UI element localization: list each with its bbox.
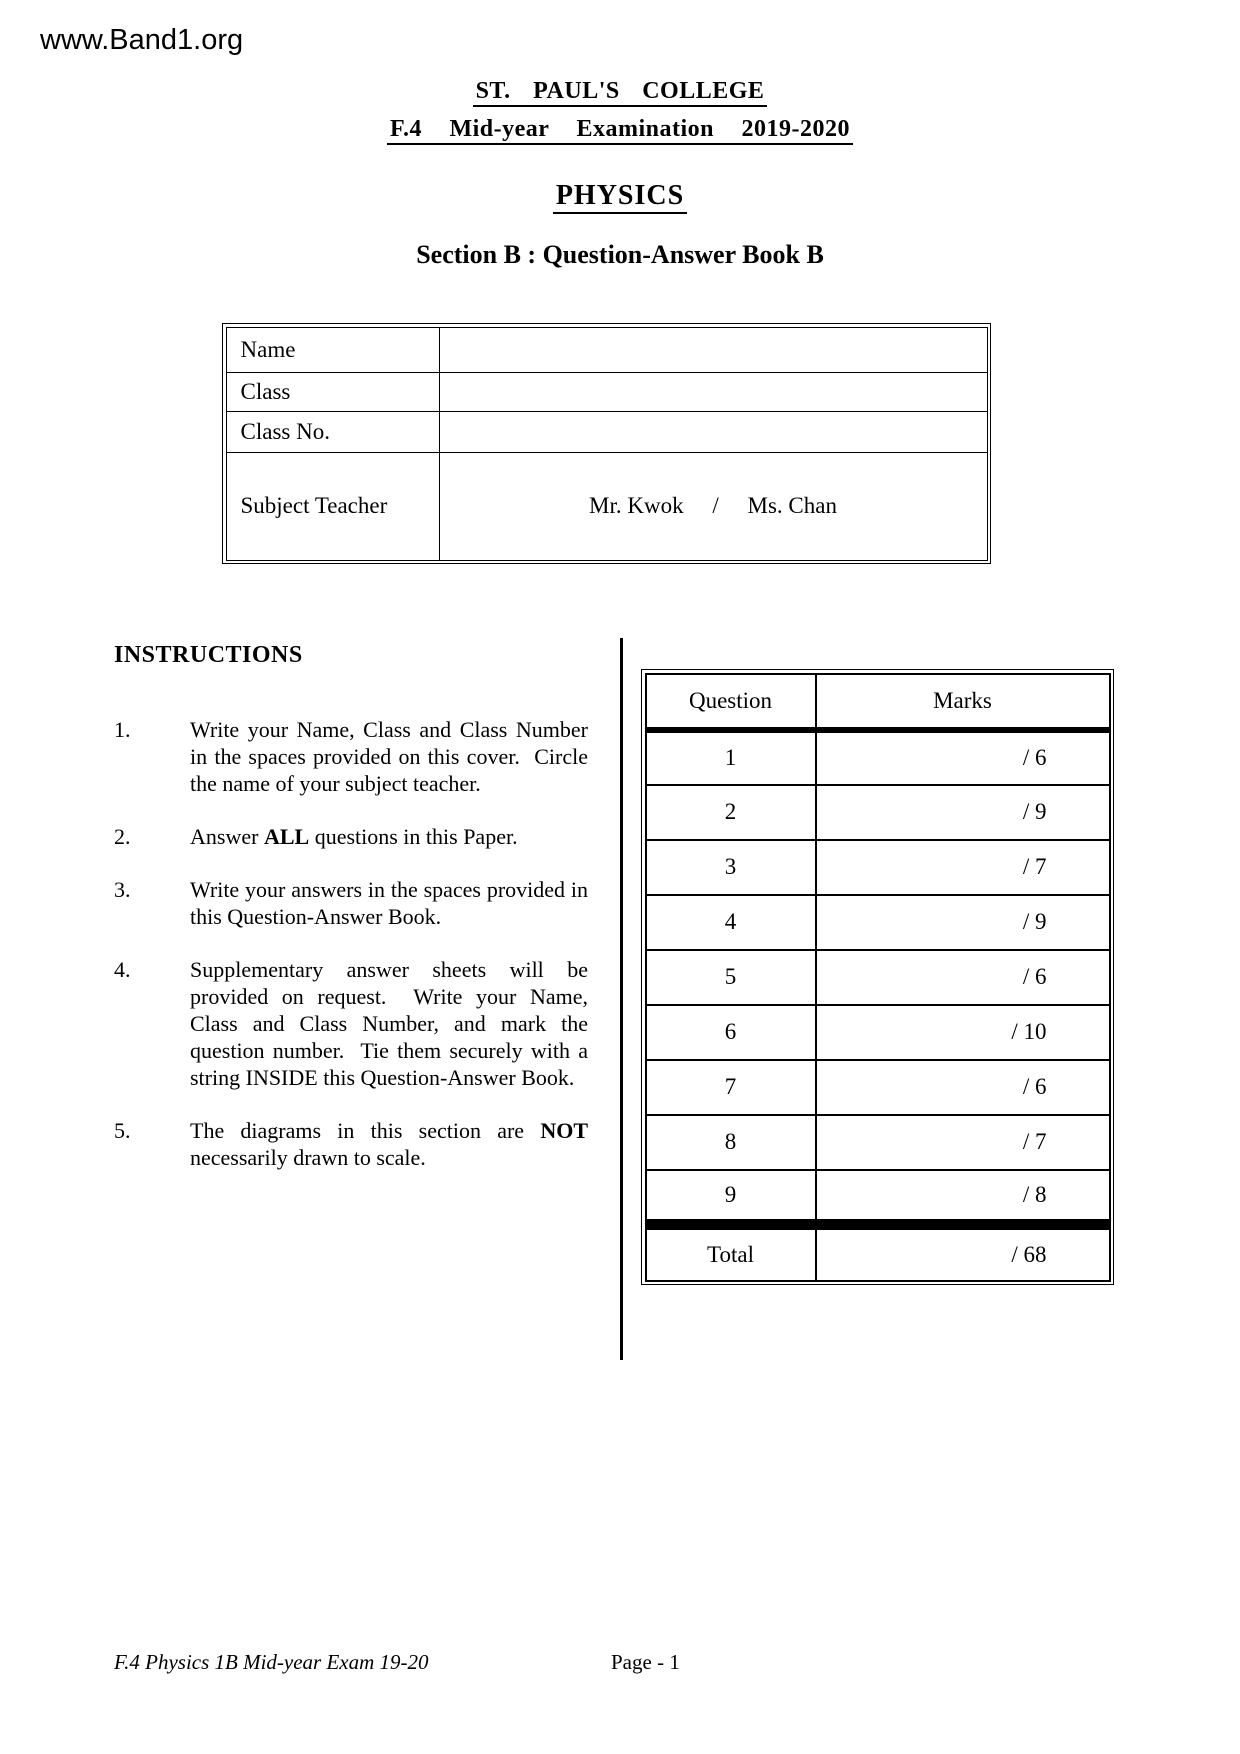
student-row-class: [226, 372, 987, 411]
question-number: 3: [646, 840, 816, 895]
exam-title-line: [0, 116, 1240, 143]
instruction-item-2: [114, 823, 588, 850]
vertical-divider-line: [620, 638, 623, 1360]
marks-row-1: [646, 730, 1110, 785]
question-number: 8: [646, 1115, 816, 1170]
question-number: 5: [646, 950, 816, 1005]
instruction-number: 4.: [114, 957, 131, 982]
name-value-cell: [439, 327, 987, 372]
instructions-heading: INSTRUCTIONS: [114, 642, 303, 668]
instruction-text: Answer ALL questions in this Paper.: [190, 824, 518, 849]
class-value-cell: [439, 372, 987, 411]
instruction-number: 2.: [114, 824, 131, 849]
question-number: 7: [646, 1060, 816, 1115]
subject-teacher-label: Subject Teacher: [226, 452, 439, 560]
instruction-number: 5.: [114, 1118, 131, 1143]
instruction-number: 1.: [114, 717, 131, 742]
marks-row-4: [646, 895, 1110, 950]
marks-row-8: [646, 1115, 1110, 1170]
exam-title: F.4 Mid-year Examination 2019-2020: [387, 116, 853, 145]
marks-column-header: Marks: [816, 674, 1110, 730]
marks-value: / 7: [816, 1115, 1110, 1170]
student-row-subject-teacher: [226, 452, 987, 560]
student-row-class-no: [226, 411, 987, 452]
total-marks-value: / 68: [816, 1225, 1110, 1281]
marks-value: / 6: [816, 1060, 1110, 1115]
class-no-label: Class No.: [226, 411, 439, 452]
class-label: Class: [226, 372, 439, 411]
question-number: 1: [646, 730, 816, 785]
marks-table: [641, 669, 1114, 1285]
question-number: 6: [646, 1005, 816, 1060]
instruction-item-1: [114, 716, 588, 797]
marks-header-row: [646, 674, 1110, 730]
question-number: 2: [646, 785, 816, 840]
marks-row-9: [646, 1170, 1110, 1225]
instruction-text: The diagrams in this section are NOT necessarily drawn to scale.: [190, 1118, 588, 1170]
subject-title: PHYSICS: [553, 180, 687, 214]
marks-value: / 7: [816, 840, 1110, 895]
marks-row-5: [646, 950, 1110, 1005]
instruction-number: 3.: [114, 877, 131, 902]
section-title: Section B : Question-Answer Book B: [416, 240, 824, 269]
question-number: 4: [646, 895, 816, 950]
marks-row-7: [646, 1060, 1110, 1115]
marks-row-2: [646, 785, 1110, 840]
marks-value: / 9: [816, 785, 1110, 840]
marks-value: / 10: [816, 1005, 1110, 1060]
name-label: Name: [226, 327, 439, 372]
instruction-text: Supplementary answer sheets will be provided on request. Write your Name, Class and Class Number, and mark the question number. Tie them securely with a string INSIDE this Question-Answer Book.: [190, 957, 588, 1090]
instruction-text: Write your answers in the spaces provided in this Question-Answer Book.: [190, 877, 588, 929]
student-row-name: [226, 327, 987, 372]
marks-value: / 6: [816, 950, 1110, 1005]
student-info-table: [222, 323, 991, 564]
school-name: ST. PAUL'S COLLEGE: [473, 78, 768, 107]
instructions-list: [114, 716, 588, 1197]
marks-row-3: [646, 840, 1110, 895]
marks-value: / 9: [816, 895, 1110, 950]
marks-total-row: [646, 1225, 1110, 1281]
subject-title-line: [0, 180, 1240, 212]
instruction-item-4: [114, 956, 588, 1091]
total-label: Total: [646, 1225, 816, 1281]
marks-value: / 6: [816, 730, 1110, 785]
marks-row-6: [646, 1005, 1110, 1060]
footer-page-number: Page - 1: [611, 1650, 680, 1674]
class-no-value-cell: [439, 411, 987, 452]
watermark-url: www.Band1.org: [40, 24, 244, 56]
question-column-header: Question: [646, 674, 816, 730]
instruction-item-3: [114, 876, 588, 930]
question-number: 9: [646, 1170, 816, 1225]
instruction-item-5: [114, 1117, 588, 1171]
subject-teacher-value: Mr. Kwok / Ms. Chan: [439, 452, 987, 560]
footer-exam-name: F.4 Physics 1B Mid-year Exam 19-20: [114, 1650, 429, 1674]
marks-value: / 8: [816, 1170, 1110, 1225]
school-name-line: [0, 78, 1240, 105]
instruction-text: Write your Name, Class and Class Number in the spaces provided on this cover. Circle the name of your subject teacher.: [190, 717, 588, 796]
